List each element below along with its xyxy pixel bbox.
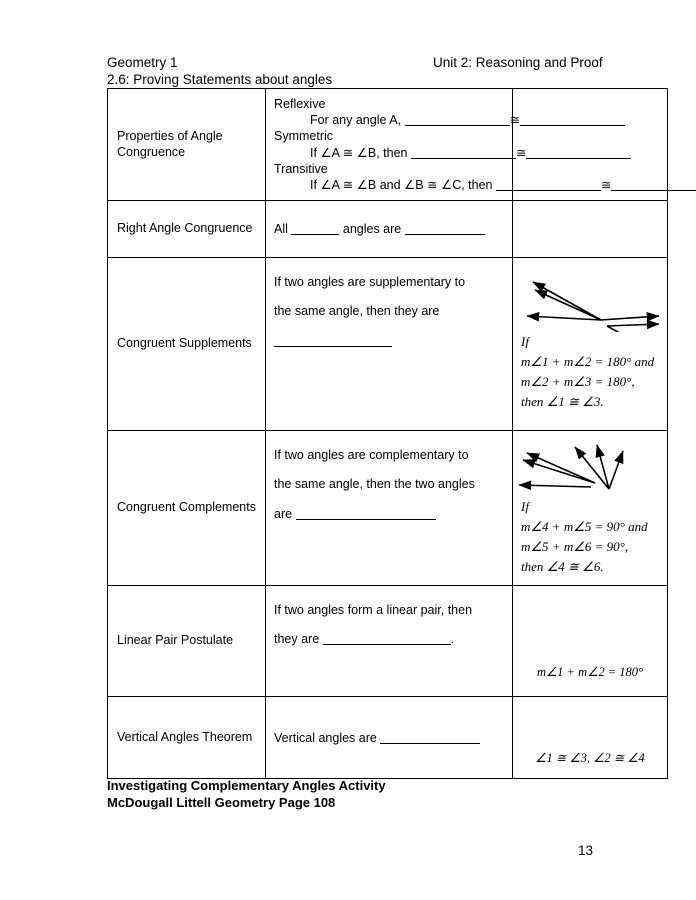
- symmetric-text: If ∠A ≅ ∠B, then: [310, 145, 408, 160]
- blank-symmetric-left[interactable]: [411, 146, 516, 159]
- statement-cell-congruent-supplements: [266, 258, 513, 431]
- term-cell-linear-pair-postulate: [108, 586, 266, 697]
- diagram-container: [513, 439, 667, 578]
- term-cell-vertical-angles-theorem: [108, 697, 266, 779]
- blank-symmetric-right[interactable]: [526, 146, 631, 159]
- math-line-1: If: [521, 498, 529, 514]
- property-head-transitive: Transitive: [274, 161, 328, 176]
- term-label: Right Angle Congruence: [117, 221, 253, 236]
- blank-vertical-angles[interactable]: [380, 731, 480, 744]
- course-title: Geometry 1: [107, 55, 178, 70]
- blank-transitive-right[interactable]: [611, 178, 696, 191]
- diagram-cell-right-angle-congruence: [513, 201, 668, 258]
- statement-line-2-text: they are: [274, 632, 320, 647]
- table-row: [108, 258, 668, 431]
- term-cell-congruent-supplements: [108, 258, 266, 431]
- diagram-cell-congruent-complements: [513, 431, 668, 586]
- congruent-symbol-transitive: ≅: [601, 178, 612, 192]
- diagram-cell-linear-pair-postulate: [513, 586, 668, 697]
- blank-right-angle-2[interactable]: [405, 222, 485, 235]
- statement-line-1-text: Vertical angles are: [274, 730, 377, 745]
- unit-title: Unit 2: Reasoning and Proof: [433, 55, 603, 70]
- blank-transitive-left[interactable]: [496, 178, 601, 191]
- property-sub-transitive: [274, 177, 612, 193]
- property-head-reflexive: Reflexive: [274, 96, 326, 111]
- term-cell-properties-of-angle-congruence: [108, 89, 266, 201]
- property-head-symmetric: Symmetric: [274, 129, 334, 144]
- page-footer: [107, 777, 386, 811]
- page-header: [107, 55, 667, 87]
- math-line-3: m∠2 + m∠3 = 180°,: [521, 374, 635, 389]
- math-line-4: then ∠1 ≅ ∠3.: [521, 394, 604, 410]
- complementary-angles-rays-icon: [513, 439, 666, 497]
- term-label: Vertical Angles Theorem: [117, 729, 253, 744]
- property-sub-symmetric: [274, 145, 527, 161]
- blank-reflexive-right[interactable]: [520, 113, 625, 126]
- diagram-cell-vertical-angles-theorem: [513, 697, 668, 779]
- statement-cell-right-angle-congruence: [266, 201, 513, 258]
- footer-line-1: Investigating Complementary Angles Activity: [107, 778, 386, 793]
- term-label: Linear Pair Postulate: [117, 633, 234, 648]
- transitive-text: If ∠A ≅ ∠B and ∠B ≅ ∠C, then: [310, 178, 493, 192]
- blank-congruent-complements[interactable]: [296, 507, 436, 520]
- blank-congruent-supplements[interactable]: [274, 334, 392, 347]
- statement-line-3: [274, 327, 506, 356]
- statement-line-1: If two angles form a linear pair, then: [274, 603, 473, 617]
- math-line-4: then ∠4 ≅ ∠6.: [521, 559, 604, 575]
- lesson-title: 2.6: Proving Statements about angles: [107, 72, 333, 87]
- statement-line-2: the same angle, then the two angles: [274, 477, 475, 492]
- page-number: 13: [578, 843, 594, 858]
- statement-line-3-text: are: [274, 506, 293, 521]
- table-row: [108, 201, 668, 258]
- reflexive-text: For any angle A,: [310, 113, 402, 127]
- statement-line-3: [274, 500, 506, 529]
- table-row: [108, 89, 668, 201]
- statement-cell-linear-pair-postulate: [266, 586, 513, 697]
- diagram-cell-congruent-supplements: [513, 258, 668, 431]
- statement-cell-vertical-angles-theorem: [266, 697, 513, 779]
- congruent-symbol-reflexive: ≅: [509, 113, 520, 127]
- diagram-container: [513, 276, 667, 413]
- statement-text: [266, 222, 512, 236]
- math-line-3: m∠5 + m∠6 = 90°,: [521, 539, 629, 554]
- statement-trailing-period: .: [450, 632, 455, 647]
- math-line-2: m∠4 + m∠5 = 90° and: [521, 518, 648, 534]
- math-line-2: m∠1 + m∠2 = 180° and: [521, 353, 655, 369]
- blank-linear-pair[interactable]: [323, 632, 451, 645]
- math-line-1: If: [521, 333, 529, 349]
- footer-line-2: McDougall Littell Geometry Page 108: [107, 795, 336, 811]
- theorems-table: [107, 88, 668, 779]
- statement-mid: angles are: [342, 222, 402, 236]
- table-row: [108, 431, 668, 586]
- term-cell-right-angle-congruence: [108, 201, 266, 258]
- statement-cell-properties-of-angle-congruence: [266, 89, 612, 201]
- blank-reflexive-left[interactable]: [405, 113, 510, 126]
- blank-right-angle-1[interactable]: [291, 222, 339, 235]
- diagram-math: [513, 332, 667, 413]
- statement-text: [266, 431, 512, 529]
- statement-line-2: [274, 625, 506, 654]
- term-cell-congruent-complements: [108, 431, 266, 586]
- diagram-math-linear-pair: m∠1 + m∠2 = 180°: [536, 665, 644, 679]
- diagram-math-vertical-angles: ∠1 ≅ ∠3, ∠2 ≅ ∠4: [535, 751, 645, 765]
- supplementary-angles-rays-icon: [513, 276, 666, 332]
- congruent-symbol-symmetric: ≅: [516, 145, 527, 160]
- statement-line-1: If two angles are supplementary to: [274, 275, 466, 289]
- property-sub-reflexive: [274, 112, 520, 128]
- statement-line-2: the same angle, then they are: [274, 304, 440, 319]
- statement-line-1: If two angles are complementary to: [274, 448, 469, 462]
- table-row: [108, 586, 668, 697]
- properties-list: [266, 92, 612, 198]
- table-row: [108, 697, 668, 779]
- statement-text: [266, 731, 512, 745]
- statement-pre: All: [274, 222, 288, 236]
- term-label: Congruent Complements: [117, 500, 256, 515]
- header-top-row: [107, 55, 667, 72]
- statement-text: [266, 586, 512, 655]
- diagram-math: [513, 497, 667, 578]
- statement-text: [266, 258, 512, 356]
- term-label: Properties of Angle Congruence: [117, 128, 223, 159]
- term-label: Congruent Supplements: [117, 336, 252, 351]
- statement-cell-congruent-complements: [266, 431, 513, 586]
